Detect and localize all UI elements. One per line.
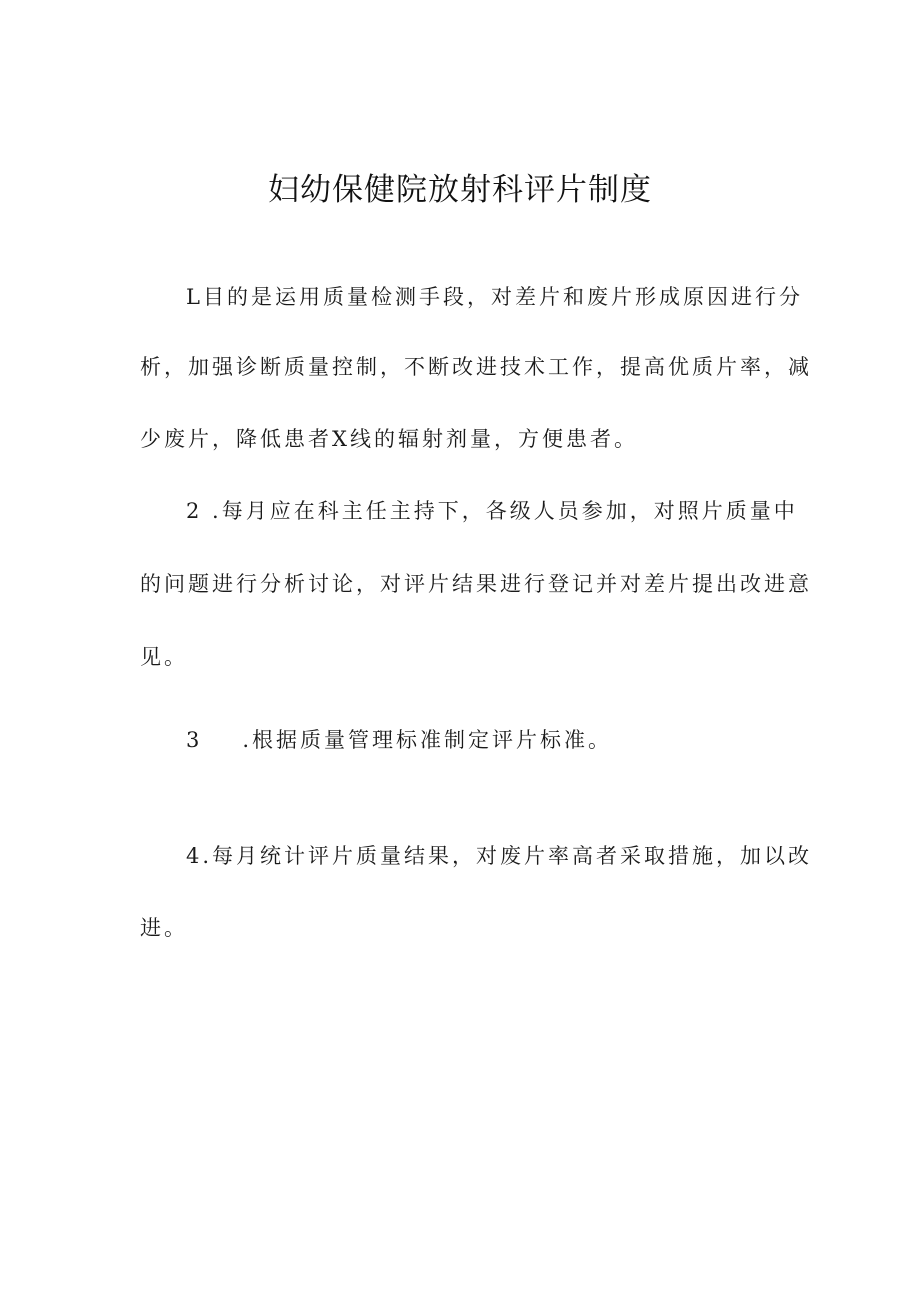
item-2-line-3: 见。: [140, 645, 188, 669]
item-2-line-2: 的问题进行分析讨论，对评片结果进行登记并对差片提出改进意: [140, 572, 812, 596]
item-1-line-1: L目的是运用质量检测手段，对差片和废片形成原因进行分: [186, 285, 803, 309]
item-3-text: .根据质量管理标准制定评片标准。: [242, 728, 613, 752]
item-3-number: 3: [186, 728, 203, 752]
item-1-line-2: 析，加强诊断质量控制，不断改进技术工作，提高优质片率，减: [140, 355, 812, 379]
item-3-line: [186, 725, 786, 755]
document-title: 妇幼保健院放射科评片制度: [268, 172, 652, 208]
item-2-line-1: 2 .每月应在科主任主持下，各级人员参加，对照片质量中: [186, 499, 798, 523]
item-4-line-2: 进。: [140, 916, 188, 940]
item-1-line-3: 少废片，降低患者X线的辐射剂量，方便患者。: [140, 427, 638, 451]
item-4-line-1: 4.每月统计评片质量结果，对废片率高者采取措施，加以改: [186, 844, 813, 868]
